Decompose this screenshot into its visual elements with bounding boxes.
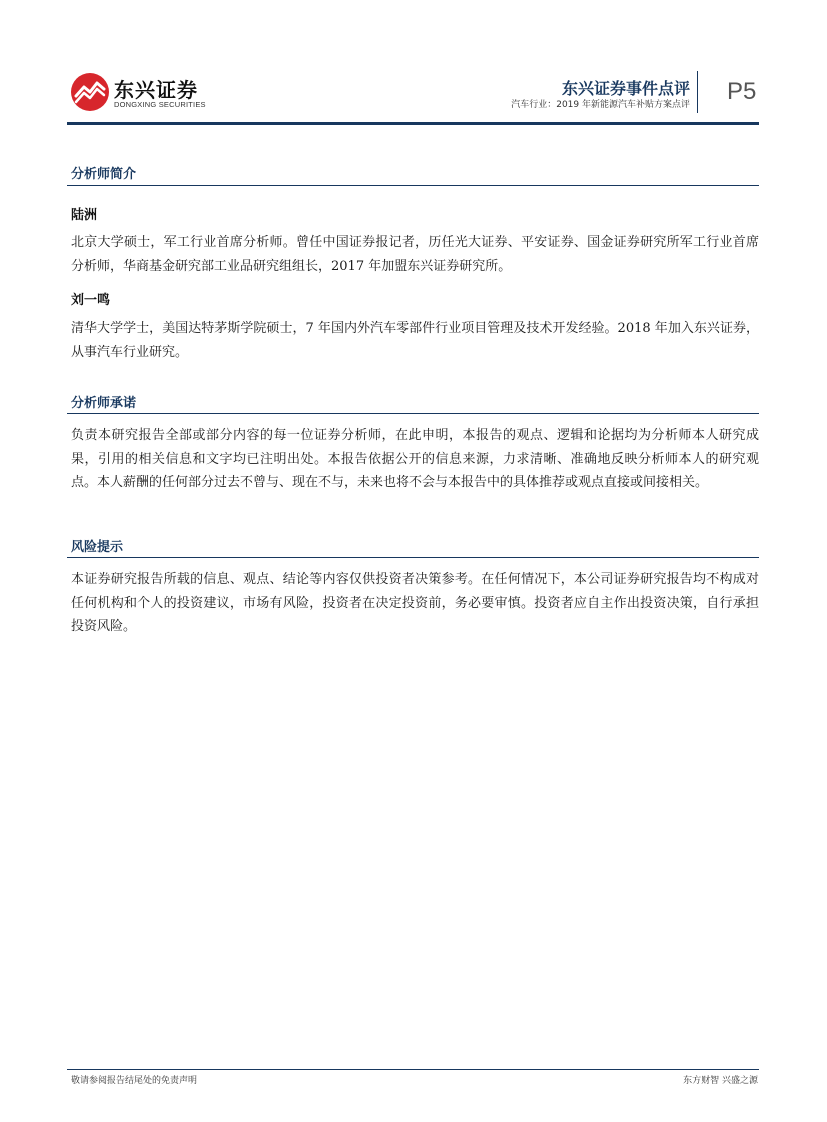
analyst-bio: 北京大学硕士，军工行业首席分析师。曾任中国证券报记者，历任光大证券、平安证券、国金证券研究所军工行业首席分析师，华商基金研究部工业品研究组组长，2017 年加盟东兴证券研究所。 — [71, 235, 759, 274]
page-header — [0, 0, 827, 130]
footer-rule — [67, 1069, 759, 1070]
risk-warning-text: 本证券研究报告所载的信息、观点、结论等内容仅供投资者决策参考。在任何情况下，本公司证券研究报告均不构成对任何机构和个人的投资建议，市场有风险，投资者在决定投资前，务必要审慎。投资者应自主作出投资决策，自行承担投资风险。 — [71, 572, 759, 634]
section-rule — [67, 185, 759, 186]
analyst-bio: 清华大学学士，美国达特茅斯学院硕士，7 年国内外汽车零部件行业项目管理及技术开发经验。2018 年加入东兴证券，从事汽车行业研究。 — [71, 321, 759, 360]
header-rule — [67, 122, 759, 125]
logo-english-text: DONGXING SECURITIES — [114, 100, 206, 109]
analyst-name: 刘一鸣 — [71, 293, 111, 308]
section-title-analyst-intro: 分析师简介 — [71, 167, 137, 182]
header-divider — [697, 71, 698, 113]
section-rule — [67, 413, 759, 414]
dongxing-logo-icon — [70, 72, 110, 112]
page-number: P5 — [727, 78, 757, 105]
section-title-risk-warning: 风险提示 — [71, 540, 124, 555]
section-title-analyst-commitment: 分析师承诺 — [71, 396, 137, 411]
logo-chinese-text: 东兴证券 — [114, 78, 198, 102]
footer-disclaimer-note: 敬请参阅报告结尾处的免责声明 — [71, 1076, 198, 1086]
analyst-name: 陆洲 — [71, 208, 98, 223]
footer-slogan: 东方财智 兴盛之源 — [683, 1076, 758, 1086]
section-rule — [67, 557, 759, 558]
report-type-title: 东兴证券事件点评 — [561, 79, 690, 98]
commitment-text: 负责本研究报告全部或部分内容的每一位证券分析师，在此申明，本报告的观点、逻辑和论据均为分析师本人研究成果，引用的相关信息和文字均已注明出处。本报告依据公开的信息来源，力求清晰、准确地反映分析师本人的研究观点。本人薪酬的任何部分过去不曾与、现在不与，未来也将不会与本报告中的具体推荐或观点直接或间接相关。 — [71, 428, 759, 490]
report-subtitle: 汽车行业：2019 年新能源汽车补贴方案点评 — [511, 100, 690, 110]
company-logo — [70, 72, 210, 116]
